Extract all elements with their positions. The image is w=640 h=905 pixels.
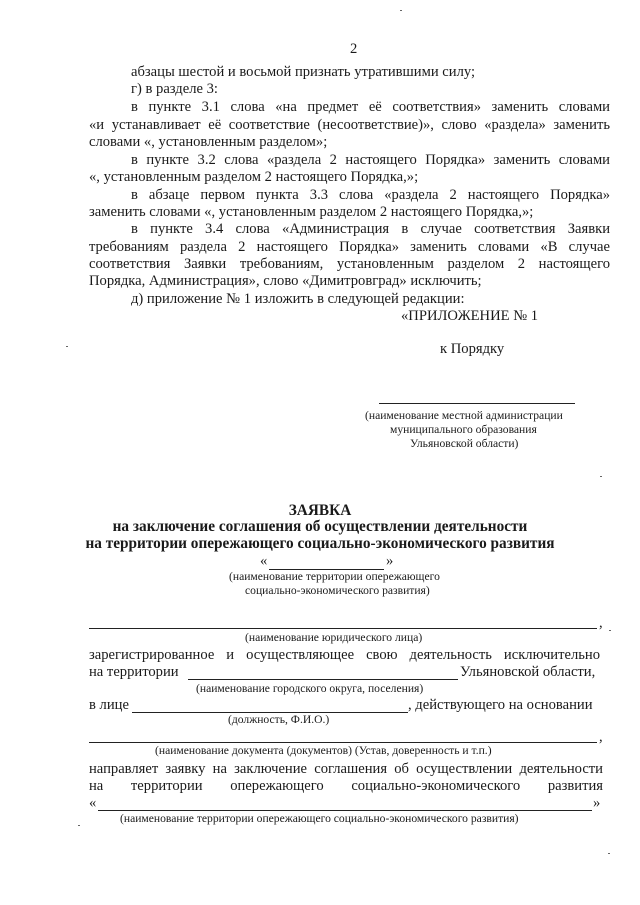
appendix-subtitle: к Порядку: [440, 341, 505, 357]
territory-prefix: на территории: [89, 664, 179, 680]
paragraph-line: словами «, установленным разделом»;: [89, 134, 328, 150]
sends-word: территории: [130, 778, 203, 794]
paragraph-line: «и устанавливает её соответствие (несоответствие)», слово «раздела» заменить: [89, 117, 610, 133]
paragraph-line: г) в разделе 3:: [131, 81, 218, 97]
appendix-title: «ПРИЛОЖЕНИЕ № 1: [401, 308, 539, 324]
appendix-caption-line: (наименование местной администрации: [365, 409, 563, 422]
paragraph-line: в пункте 3.2 слова «раздела 2 настоящего Порядка» заменить словами: [131, 152, 610, 168]
territory-suffix: Ульяновской области,: [460, 664, 596, 680]
quote-close: »: [386, 553, 394, 569]
sends-line: [89, 778, 603, 795]
city-name-line: [188, 679, 458, 680]
territory-caption-line: (наименование территории опережающего: [229, 570, 440, 583]
paragraph-line: в пункте 3.4 слова «Администрация в случае соответствия Заявки: [131, 221, 610, 237]
application-subtitle-line: на территории опережающего социально-экономического развития: [85, 535, 555, 552]
scan-speck: [78, 825, 80, 826]
quote-open: «: [89, 795, 97, 811]
paragraph-line: в абзаце первом пункта 3.3 слова «раздела 2 настоящего Порядка»: [131, 187, 610, 203]
page-number: 2: [350, 41, 358, 57]
scan-speck: [400, 10, 402, 11]
paragraph-line: требованиям раздела 2 настоящего Порядка» заменить словами «В случае: [89, 239, 610, 255]
sends-word: на: [89, 778, 104, 794]
application-title: ЗАЯВКА: [288, 502, 352, 519]
paragraph-line: Порядка, Администрация», слово «Димитровград» исключить;: [89, 273, 482, 289]
entity-name-line: [89, 628, 597, 629]
document-name-line: [89, 742, 597, 743]
person-suffix: , действующего на основании: [408, 697, 593, 713]
paragraph-line: заменить словами «, установленным разделом 2 настоящего Порядка,»;: [89, 204, 534, 220]
entity-caption: (наименование юридического лица): [245, 631, 423, 644]
sends-line: направляет заявку на заключение соглашения об осуществлении деятельности: [89, 761, 603, 777]
quote-open: «: [260, 553, 268, 569]
document-caption: (наименование документа (документов) (Устав, доверенность и т.п.): [155, 744, 492, 757]
position-caption: (должность, Ф.И.О.): [228, 713, 330, 726]
application-subtitle-line: на заключение соглашения об осуществлении деятельности: [112, 518, 528, 535]
scan-speck: [609, 630, 611, 631]
sends-word: социально-экономического: [351, 778, 521, 794]
person-prefix: в лице: [89, 697, 129, 713]
scan-speck: [600, 476, 602, 477]
territory-caption-line: социально-экономического развития): [245, 584, 430, 597]
territory-caption: (наименование территории опережающего социально-экономического развития): [120, 812, 519, 825]
paragraph-line: соответствия Заявки требованиям, установленным разделом 2 настоящего: [89, 256, 610, 272]
scan-speck: [608, 853, 610, 854]
territory-line: [98, 810, 592, 811]
city-caption: (наименование городского округа, поселения): [196, 682, 424, 695]
line-comma: ,: [599, 729, 603, 745]
paragraph-line: «, установленным разделом 2 настоящего Порядка,»;: [89, 169, 419, 185]
appendix-caption-line: Ульяновской области): [410, 437, 519, 450]
sends-word: развития: [547, 778, 603, 794]
registered-line: зарегистрированное и осуществляющее свою деятельность исключительно: [89, 647, 600, 663]
quote-close: »: [593, 795, 601, 811]
paragraph-line: в пункте 3.1 слова «на предмет её соответствия» заменить словами: [131, 99, 610, 115]
paragraph-line: абзацы шестой и восьмой признать утратившими силу;: [131, 64, 476, 80]
paragraph-line: д) приложение № 1 изложить в следующей редакции:: [131, 291, 465, 307]
administration-name-line: [379, 403, 575, 404]
scan-speck: [66, 346, 68, 347]
appendix-caption-line: муниципального образования: [390, 423, 537, 436]
sends-word: опережающего: [230, 778, 324, 794]
line-comma: ,: [599, 615, 603, 631]
